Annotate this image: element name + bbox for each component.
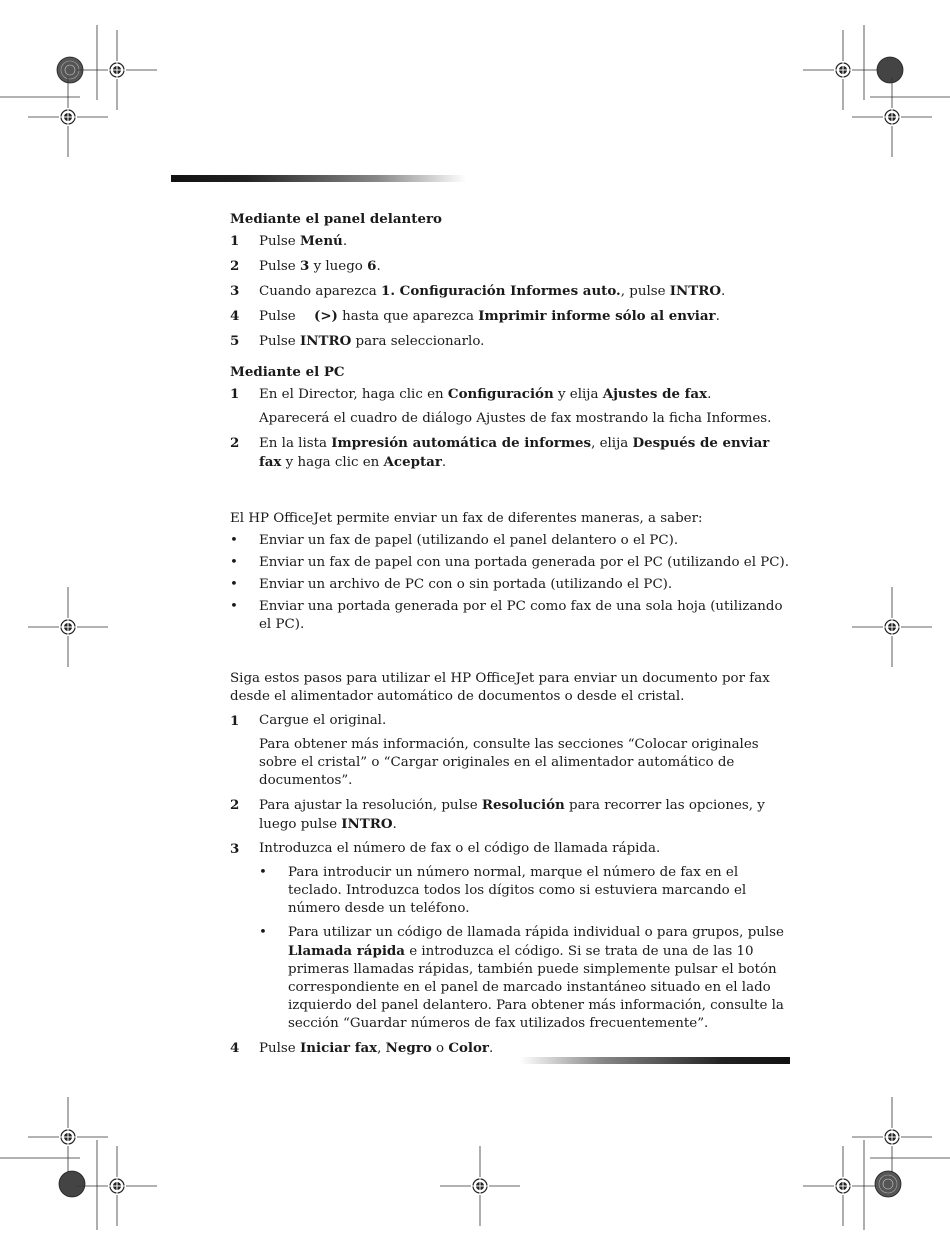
dark-dot-icon (59, 1171, 85, 1197)
list-item: 4 Pulse (>) hasta que aparezca Imprimir informe sólo al enviar. (230, 308, 720, 324)
step-number: 1 (230, 713, 240, 729)
section-heading: Mediante el panel delantero (230, 211, 442, 227)
section-heading: Mediante el PC (230, 364, 345, 380)
list-item: 1 Pulse Menú. (230, 233, 348, 249)
bullet-icon: • (259, 925, 267, 940)
bullet-item: • Enviar un fax de papel (utilizando el panel delantero o el PC). (230, 533, 679, 548)
step-note: Aparecerá el cuadro de diálogo Ajustes de fax mostrando la ficha Informes. (259, 411, 772, 426)
list-item: 3 Introduzca el número de fax o el código de llamada rápida. (230, 841, 661, 857)
step-number: 1 (230, 233, 240, 249)
crosshair-icon (852, 587, 932, 667)
bullet-icon: • (230, 577, 238, 592)
bullet-icon: • (230, 555, 238, 570)
dark-dot-icon (877, 57, 903, 83)
step-note: Para obtener más información, consulte las secciones “Colocar originales sobre el cristal” o “Cargar originales en el alimentador automático de documentos”. (259, 737, 759, 788)
crosshair-icon (77, 30, 157, 110)
bullet-icon: • (259, 865, 267, 880)
page-content (230, 210, 790, 1064)
starburst-icon (875, 1171, 901, 1197)
bullet-item: • Enviar un fax de papel con una portada generada por el PC (utilizando el PC). (230, 555, 789, 570)
step-number: 1 (230, 386, 240, 402)
crosshair-icon (28, 587, 108, 667)
step-number: 2 (230, 435, 240, 451)
step-number: 5 (230, 333, 240, 349)
bullet-item: • Enviar una portada generada por el PC como fax de una sola hoja (utilizando el PC). (230, 599, 783, 632)
step-number: 4 (230, 1040, 240, 1056)
list-item: 2 Para ajustar la resolución, pulse Resolución para recorrer las opciones, y luego pulse INTRO. (230, 797, 765, 832)
sub-bullet-item: • Para utilizar un código de llamada rápida individual o para grupos, pulse Llamada rápida e introduzca el código. Si se trata de una de las 10 primeras llamadas rápidas, también puede simplemente pulsar el botón correspondiente en el panel de marcado instantáneo situado en el lado izquierdo del panel delantero. Para obtener más información, consulte la sección “Guardar números de fax utilizados frecuentemente”. (259, 925, 784, 1031)
crosshair-icon (77, 1146, 157, 1226)
step-number: 2 (230, 797, 240, 813)
sub-bullet-item: • Para introducir un número normal, marque el número de fax en el teclado. Introduzca todos los dígitos como si estuviera marcando el número desde un teléfono. (259, 865, 747, 916)
list-item: 2 En la lista Impresión automática de informes, elija Después de enviar fax y haga clic en Aceptar. (230, 435, 770, 470)
crosshair-icon (28, 77, 108, 157)
bullet-item: • Enviar un archivo de PC con o sin portada (utilizando el PC). (230, 577, 673, 592)
crosshair-icon (440, 1146, 520, 1226)
bullet-icon: • (230, 533, 238, 548)
list-item: 2 Pulse 3 y luego 6. (230, 258, 381, 274)
list-item: 4 Pulse Iniciar fax, Negro o Color. (230, 1040, 494, 1056)
paragraph: El HP OfficeJet permite enviar un fax de diferentes maneras, a saber: (230, 511, 703, 526)
step-number: 2 (230, 258, 240, 274)
bullet-icon: • (230, 599, 238, 614)
list-item: 1 En el Director, haga clic en Configuración y elija Ajustes de fax. (230, 386, 712, 402)
list-item: 3 Cuando aparezca 1. Configuración Informes auto., pulse INTRO. (230, 283, 726, 299)
crosshair-icon (803, 30, 883, 110)
step-number: 3 (230, 841, 240, 857)
list-item: 1 Cargue el original. (230, 713, 387, 729)
crosshair-icon (28, 1097, 108, 1177)
list-item: 5 Pulse INTRO para seleccionarlo. (230, 333, 485, 349)
paragraph: Siga estos pasos para utilizar el HP OfficeJet para enviar un documento por fax desde el alimentador automático de documentos o desde el cristal. (230, 671, 770, 704)
step-number: 3 (230, 283, 240, 299)
step-number: 4 (230, 308, 240, 324)
header-gradient-bar (171, 175, 466, 182)
